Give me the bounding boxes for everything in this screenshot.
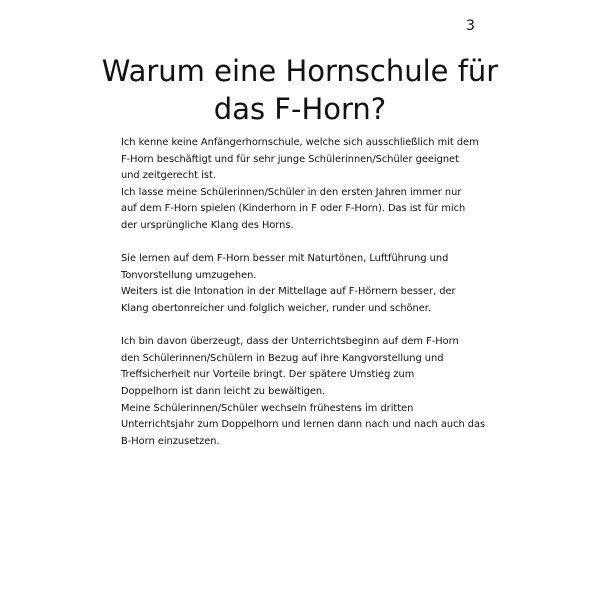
page-number: 3 bbox=[466, 18, 475, 34]
text-line: und zeitgerecht ist. bbox=[121, 170, 216, 182]
text-line: den Schülerinnen/Schülern in Bezug auf ihre Kangvorstellung und bbox=[121, 352, 444, 364]
body-text bbox=[121, 135, 521, 450]
text-line: Ich kenne keine Anfängerhornschule, welche sich ausschließlich mit dem bbox=[121, 137, 479, 148]
text-line: Tonvorstellung umzugehen. bbox=[121, 269, 257, 281]
text-line: Doppelhorn ist dann leicht zu bewältigen. bbox=[121, 385, 326, 397]
text-line: Unterrichtsjahr zum Doppelhorn und lernen dann nach und nach auch das bbox=[121, 419, 486, 431]
paragraph-gap bbox=[121, 318, 521, 335]
paragraph bbox=[121, 334, 521, 450]
text-line: Weiters ist die Intonation in der Mittellage auf F-Hörnern besser, der bbox=[121, 286, 456, 298]
page-title bbox=[0, 52, 600, 128]
title-line: das F-Horn? bbox=[213, 92, 387, 126]
text-line: Meine Schülerinnen/Schüler wechseln frühestens im dritten bbox=[121, 402, 414, 414]
text-line: Sie lernen auf dem F-Horn besser mit Naturtönen, Luftführung und bbox=[121, 253, 449, 265]
text-line: Treffsicherheit nur Vorteile bringt. Der spätere Umstieg zum bbox=[121, 369, 415, 381]
text-line: Ich lasse meine Schülerinnen/Schüler in den ersten Jahren immer nur bbox=[121, 186, 462, 198]
paragraph bbox=[121, 135, 521, 235]
text-line: B-Horn einzusetzen. bbox=[121, 435, 220, 447]
paragraph-gap bbox=[121, 235, 521, 252]
text-line: der ursprüngliche Klang des Horns. bbox=[121, 219, 294, 231]
text-line: Klang obertonreicher und folglich weicher, runder und schöner. bbox=[121, 302, 432, 314]
paragraph bbox=[121, 251, 521, 317]
text-line: Ich bin davon überzeugt, dass der Unterrichtsbeginn auf dem F-Horn bbox=[121, 336, 459, 348]
text-line: F-Horn beschäftigt und für sehr junge Schülerinnen/Schüler geeignet bbox=[121, 153, 459, 165]
text-line: auf dem F-Horn spielen (Kinderhorn in F oder F-Horn). Das ist für mich bbox=[121, 203, 466, 215]
title-line: Warum eine Hornschule für bbox=[101, 54, 499, 88]
